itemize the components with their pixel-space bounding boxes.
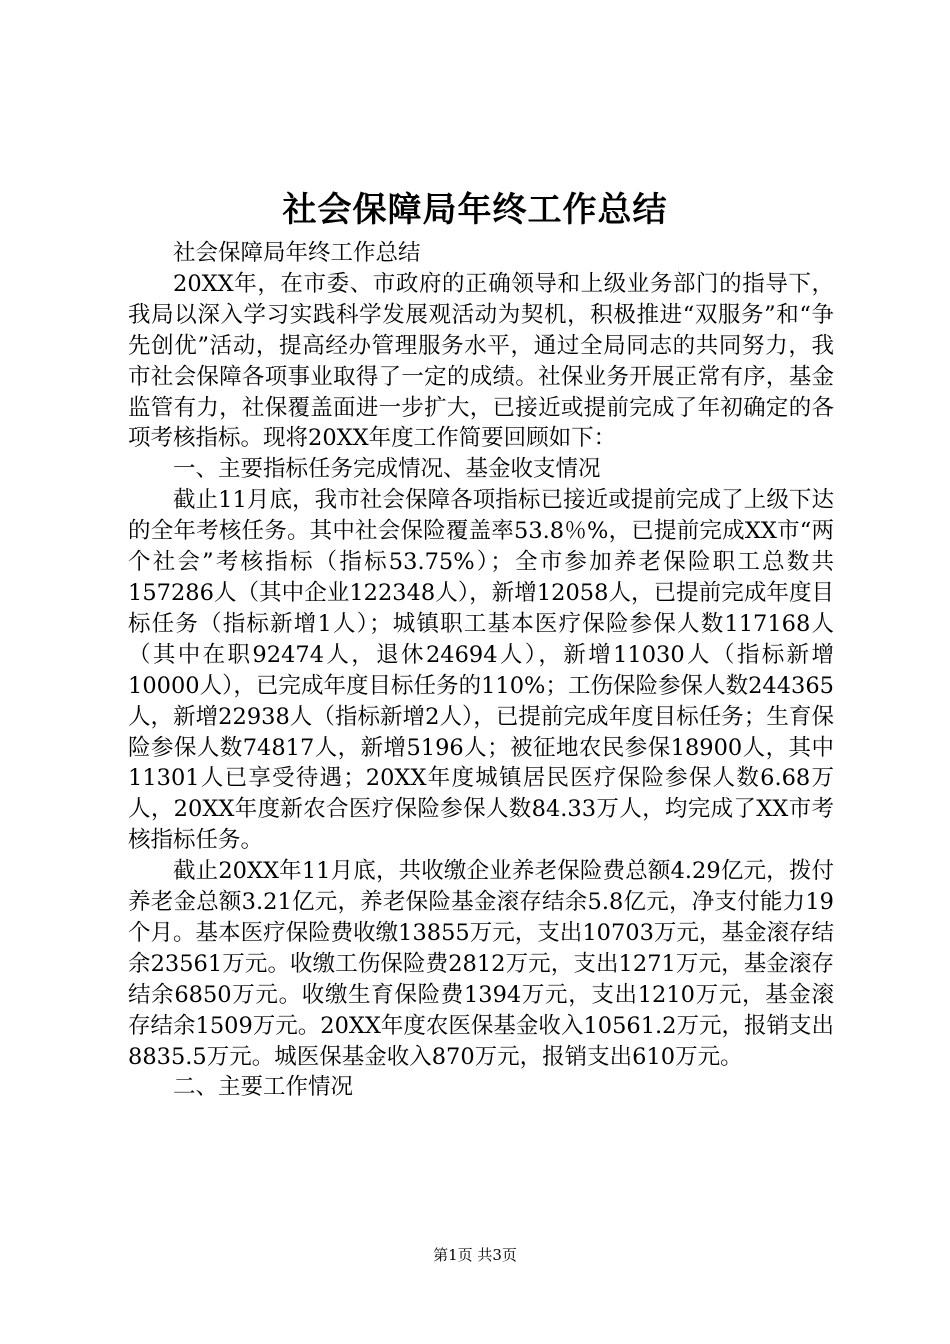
paragraph-indicators: 截止11月底，我市社会保障各项指标已接近或提前完成了上级下达的全年考核任务。其中社会保险覆盖率53.8％%，已提前完成XX市“两个社会”考核指标（指标53.75%）；全市参加养老保险职工总数共157286人（其中企业122348人），新增12058人，已提前完成年度目标任务（指标新增1人）；城镇职工基本医疗保险参保人数117168人（其中在职92474人，退休24694人），新增11030人（指标新增10000人），已完成年度目标任务的110%；工伤保险参保人数244365人，新增22938人（指标新增2人），已提前完成年度目标任务；生育保险参保人数74817人，新增5196人；被征地农民参保18900人，其中11301人已享受待遇；20XX年度城镇居民医疗保险参保人数6.68万人，20XX年度新农合医疗保险参保人数84.33万人，均完成了XX市考核指标任务。: [128, 487, 834, 854]
paragraph-subtitle: 社会保障局年终工作总结: [173, 240, 421, 266]
paragraph-intro: 20XX年，在市委、市政府的正确领导和上级业务部门的指导下，我局以深入学习实践科学发展观活动为契机，积极推进“双服务”和“争先创优”活动，提高经办管理服务水平，通过全局同志的共同努力，我市社会保障各项事业取得了一定的成绩。社保业务开展正常有序，基金监管有力，社保覆盖面进一步扩大，已接近或提前完成了年初确定的各项考核指标。现将20XX年度工作简要回顾如下：: [128, 270, 834, 452]
paragraph-funds: 截止20XX年11月底，共收缴企业养老保险费总额4.29亿元，拨付养老金总额3.21亿元，养老保险基金滚存结余5.8亿元，净支付能力19个月。基本医疗保险费收缴13855万元，支出10703万元，基金滚存结余23561万元。收缴工伤保险费2812万元，支出1271万元，基金滚存结余6850万元。收缴生育保险费1394万元，支出1210万元，基金滚存结余1509万元。20XX年度农医保基金收入10561.2万元，报销支出8835.5万元。城医保基金收入870万元，报销支出610万元。: [128, 858, 834, 1070]
document-title: 社会保障局年终工作总结: [282, 190, 668, 230]
document-body: [128, 238, 834, 1103]
section-heading-1: 一、主要指标任务完成情况、基金收支情况: [173, 456, 601, 483]
page-number-footer: 第1页 共3页: [433, 1246, 517, 1264]
section-heading-2: 二、主要工作情况: [173, 1074, 354, 1101]
